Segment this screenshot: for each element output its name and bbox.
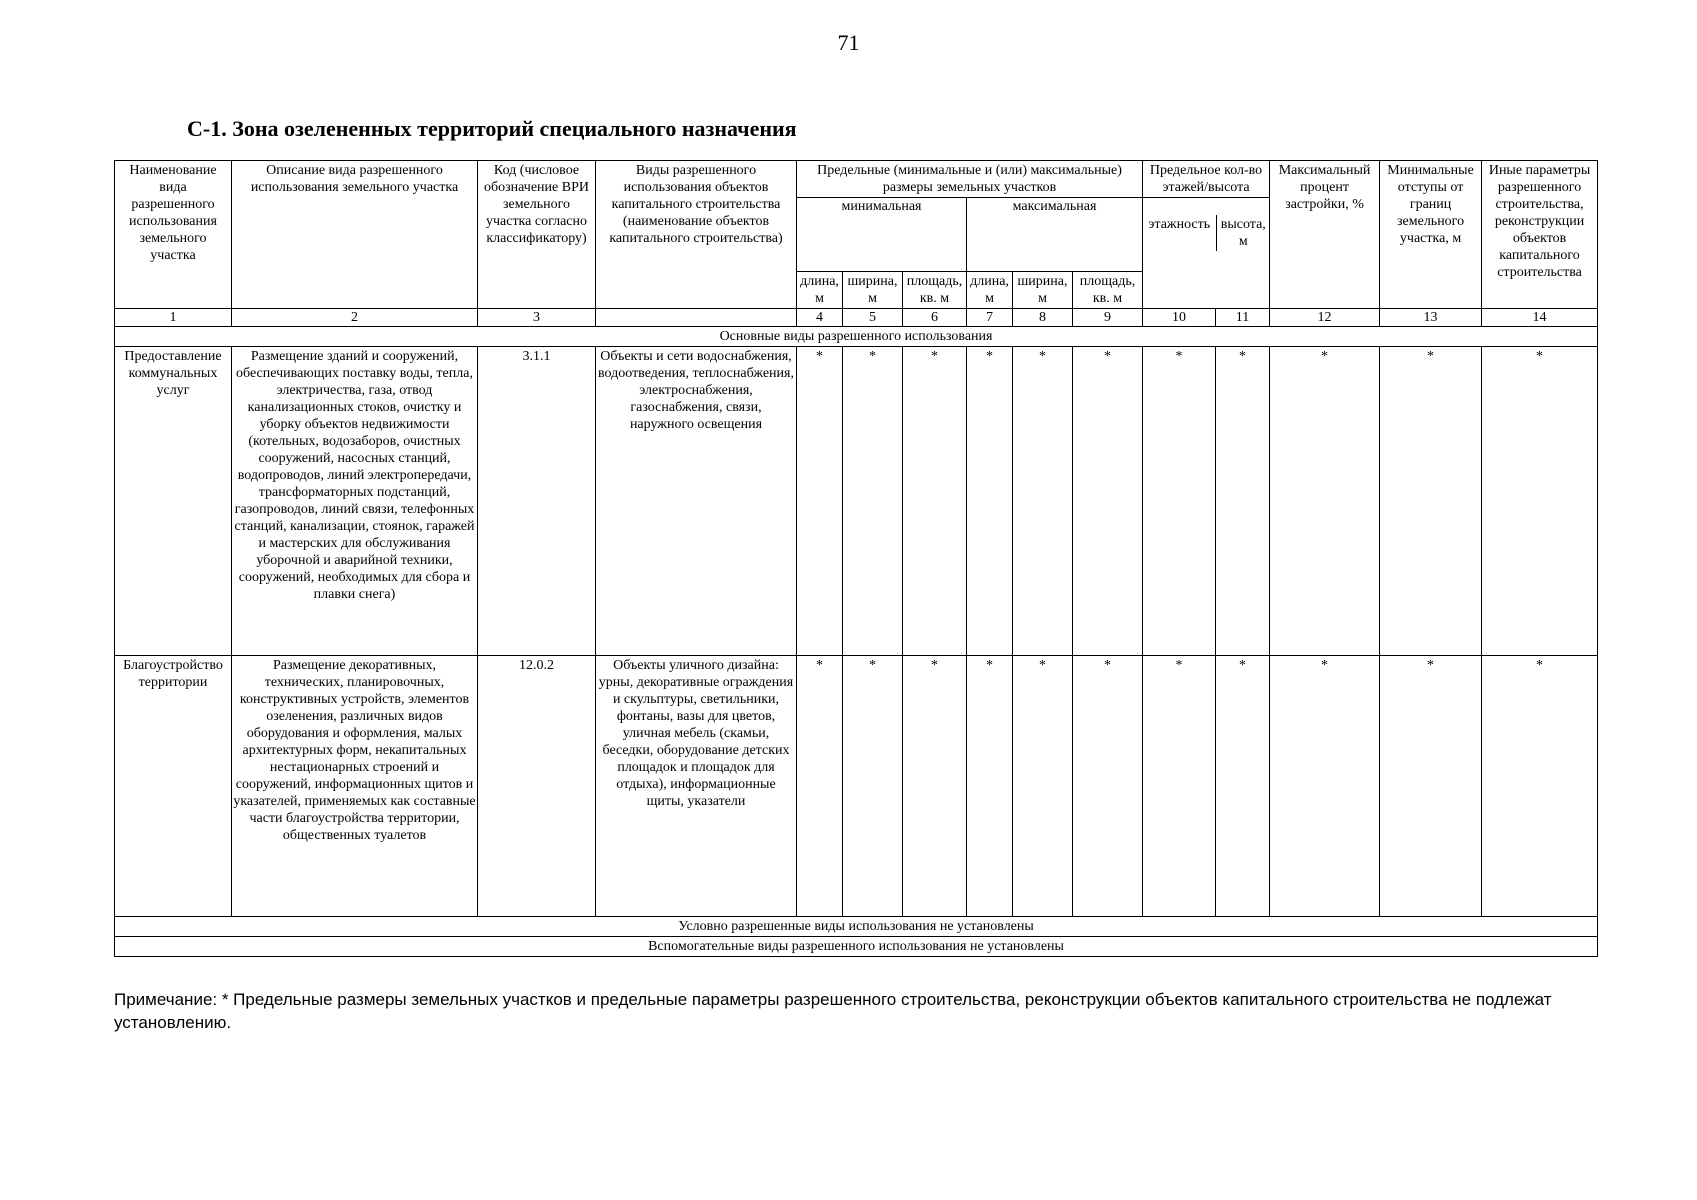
header-maximum: максимальная — [967, 198, 1143, 272]
floors-subheader-area — [1143, 198, 1270, 309]
param-value: * — [903, 347, 967, 656]
col-number: 4 — [797, 309, 843, 327]
param-value: * — [1270, 347, 1380, 656]
header-length-min: длина, м — [797, 272, 843, 309]
param-value: * — [903, 656, 967, 917]
param-value: * — [1482, 347, 1598, 656]
col-number: 1 — [115, 309, 232, 327]
section-main-uses: Основные виды разрешенного использования — [115, 327, 1598, 347]
param-value: * — [1380, 347, 1482, 656]
param-value: * — [967, 347, 1013, 656]
col-number: 7 — [967, 309, 1013, 327]
zone-title: С-1. Зона озелененных территорий специального назначения — [187, 116, 797, 141]
header-code: Код (числовое обозначение ВРИ земельного участка согласно классификатору) — [478, 161, 596, 309]
header-area-min: площадь, кв. м — [903, 272, 967, 309]
capital-objects: Объекты и сети водоснабжения, водоотведения, теплоснабжения, электроснабжения, газоснабжения, связи, наружного освещения — [596, 347, 797, 656]
use-description: Размещение зданий и сооружений, обеспечивающих поставку воды, тепла, электричества, газа, отвод канализационных стоков, очистку и уборку объектов недвижимости (котельных, водозаборов, очистных сооружений, насосных станций, водопроводов, линий электропередачи, трансформаторных подстанций, газопроводов, линий связи, телефонных станций, канализации, стоянок, гаражей и мастерских для обслуживания уборочной и аварийной техники, сооружений, необходимых для сбора и плавки снега) — [232, 347, 478, 656]
param-value: * — [1270, 656, 1380, 917]
header-plot-limits: Предельные (минимальные и (или) максимальные) размеры земельных участков — [797, 161, 1143, 198]
footnote: Примечание: * Предельные размеры земельных участков и предельные параметры разрешенного строительства, реконструкции объектов капитального строительства не подлежат установлению. — [114, 990, 1552, 1032]
col-number — [596, 309, 797, 327]
param-value: * — [797, 347, 843, 656]
page-number: 71 — [837, 30, 860, 55]
param-value: * — [1073, 656, 1143, 917]
section-auxiliary-uses: Вспомогательные виды разрешенного использования не установлены — [115, 937, 1598, 957]
use-description: Размещение декоративных, технических, планировочных, конструктивных устройств, элементов озеленения, различных видов оборудования и оформления, малых архитектурных форм, некапитальных нестационарных строений и сооружений, информационных щитов и указателей, применяемых как составные части благоустройства территории, общественных туалетов — [232, 656, 478, 917]
param-value: * — [1013, 347, 1073, 656]
land-use-regulations-table — [114, 160, 1598, 957]
param-value: * — [1482, 656, 1598, 917]
header-max-coverage: Максимальный процент застройки, % — [1270, 161, 1380, 309]
capital-objects: Объекты уличного дизайна: урны, декоративные ограждения и скульптуры, светильники, фонтаны, вазы для цветов, уличная мебель (скамьи, беседки, оборудование детских площадок и площадок для отдыха), информационные щиты, указатели — [596, 656, 797, 917]
param-value: * — [1216, 347, 1270, 656]
header-minimum: минимальная — [797, 198, 967, 272]
param-value: * — [1013, 656, 1073, 917]
header-floor-count: этажность — [1143, 215, 1216, 251]
header-area-max: площадь, кв. м — [1073, 272, 1143, 309]
header-width-max: ширина, м — [1013, 272, 1073, 309]
param-value: * — [797, 656, 843, 917]
col-number: 9 — [1073, 309, 1143, 327]
header-min-setbacks: Минимальные отступы от границ земельного участка, м — [1380, 161, 1482, 309]
header-use-description: Описание вида разрешенного использования земельного участка — [232, 161, 478, 309]
header-width-min: ширина, м — [843, 272, 903, 309]
param-value: * — [1143, 347, 1216, 656]
col-number: 3 — [478, 309, 596, 327]
col-number: 13 — [1380, 309, 1482, 327]
table-row — [115, 347, 1598, 656]
use-code: 3.1.1 — [478, 347, 596, 656]
param-value: * — [967, 656, 1013, 917]
col-number: 11 — [1216, 309, 1270, 327]
use-code: 12.0.2 — [478, 656, 596, 917]
header-use-name: Наименование вида разрешенного использования земельного участка — [115, 161, 232, 309]
col-number: 5 — [843, 309, 903, 327]
header-length-max: длина, м — [967, 272, 1013, 309]
param-value: * — [1073, 347, 1143, 656]
table-row — [115, 656, 1598, 917]
col-number: 6 — [903, 309, 967, 327]
use-name: Благоустройство территории — [115, 656, 232, 917]
param-value: * — [843, 656, 903, 917]
col-number: 12 — [1270, 309, 1380, 327]
header-other-params: Иные параметры разрешенного строительства, реконструкции объектов капитального строительства — [1482, 161, 1598, 309]
col-number: 10 — [1143, 309, 1216, 327]
col-number: 8 — [1013, 309, 1073, 327]
header-capital-objects: Виды разрешенного использования объектов капитального строительства (наименование объектов капитального строительства) — [596, 161, 797, 309]
header-floors-height: Предельное кол-во этажей/высота — [1143, 161, 1270, 198]
column-number-row — [115, 309, 1598, 327]
col-number: 14 — [1482, 309, 1598, 327]
param-value: * — [843, 347, 903, 656]
param-value: * — [1143, 656, 1216, 917]
header-height: высота, м — [1220, 217, 1266, 249]
param-value: * — [1380, 656, 1482, 917]
use-name: Предоставление коммунальных услуг — [115, 347, 232, 656]
section-conditional-uses: Условно разрешенные виды использования не установлены — [115, 917, 1598, 937]
col-number: 2 — [232, 309, 478, 327]
param-value: * — [1216, 656, 1270, 917]
